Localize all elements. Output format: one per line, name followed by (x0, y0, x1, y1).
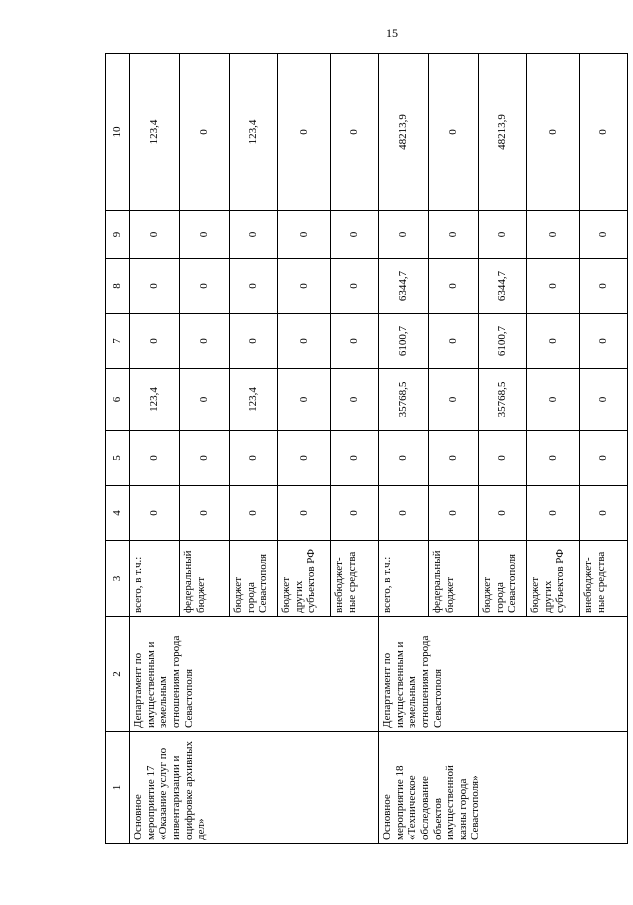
header-cell-6: 6 (106, 369, 130, 431)
header-cell-10: 10 (106, 54, 130, 211)
value-cell: 123,4 (130, 54, 180, 211)
funding-source-cell: внебюджет-ные средства (580, 541, 628, 617)
value-cell: 0 (379, 211, 429, 259)
value-cell: 0 (180, 211, 230, 259)
value-cell: 0 (180, 431, 230, 486)
value-cell: 0 (180, 259, 230, 314)
value-cell: 123,4 (230, 369, 278, 431)
executor-cell: Департамент по имущественным и земельным отношениям города Севастополя (130, 617, 379, 732)
value-cell: 0 (130, 431, 180, 486)
funding-source-cell: бюджет других субъектов РФ (527, 541, 580, 617)
value-cell: 0 (331, 314, 379, 369)
value-cell: 0 (278, 259, 331, 314)
value-cell: 0 (331, 54, 379, 211)
value-cell: 0 (130, 486, 180, 541)
funding-source-cell: федеральный бюджет (180, 541, 230, 617)
value-cell: 35768,5 (379, 369, 429, 431)
value-cell: 0 (331, 431, 379, 486)
value-cell: 0 (331, 211, 379, 259)
header-cell-3: 3 (106, 541, 130, 617)
value-cell: 0 (429, 211, 479, 259)
header-cell-7: 7 (106, 314, 130, 369)
value-cell: 123,4 (230, 54, 278, 211)
funding-source-cell: внебюджет-ные средства (331, 541, 379, 617)
value-cell: 0 (580, 211, 628, 259)
value-cell: 0 (429, 54, 479, 211)
value-cell: 0 (527, 54, 580, 211)
value-cell: 0 (580, 314, 628, 369)
value-cell: 0 (331, 369, 379, 431)
header-cell-2: 2 (106, 617, 130, 732)
value-cell: 0 (527, 314, 580, 369)
value-cell: 0 (278, 314, 331, 369)
value-cell: 0 (180, 314, 230, 369)
value-cell: 0 (180, 369, 230, 431)
value-cell: 0 (580, 259, 628, 314)
header-cell-5: 5 (106, 431, 130, 486)
value-cell: 0 (278, 486, 331, 541)
value-cell: 0 (230, 259, 278, 314)
value-cell: 0 (527, 211, 580, 259)
value-cell: 0 (479, 431, 527, 486)
value-cell: 0 (527, 259, 580, 314)
value-cell: 0 (527, 486, 580, 541)
value-cell: 0 (429, 259, 479, 314)
value-cell: 0 (230, 431, 278, 486)
funding-source-cell: всего, в т.ч.: (379, 541, 429, 617)
value-cell: 48213,9 (479, 54, 527, 211)
value-cell: 0 (278, 211, 331, 259)
funding-source-cell: бюджет города Севастополя (479, 541, 527, 617)
header-cell-4: 4 (106, 486, 130, 541)
value-cell: 0 (130, 211, 180, 259)
table-container (105, 54, 610, 844)
value-cell: 0 (580, 431, 628, 486)
value-cell: 0 (278, 431, 331, 486)
value-cell: 0 (331, 259, 379, 314)
value-cell: 0 (130, 314, 180, 369)
funding-source-cell: всего, в т.ч.: (130, 541, 180, 617)
value-cell: 0 (527, 431, 580, 486)
value-cell: 0 (379, 486, 429, 541)
header-cell-9: 9 (106, 211, 130, 259)
value-cell: 0 (580, 54, 628, 211)
table-row (130, 54, 180, 844)
page-number: 15 (386, 26, 398, 40)
value-cell: 0 (429, 314, 479, 369)
funding-source-cell: бюджет других субъектов РФ (278, 541, 331, 617)
value-cell: 6100,7 (379, 314, 429, 369)
value-cell: 0 (180, 54, 230, 211)
value-cell: 6100,7 (479, 314, 527, 369)
value-cell: 0 (278, 369, 331, 431)
header-cell-1: 1 (106, 732, 130, 844)
value-cell: 0 (429, 486, 479, 541)
value-cell: 6344,7 (479, 259, 527, 314)
value-cell: 48213,9 (379, 54, 429, 211)
value-cell: 6344,7 (379, 259, 429, 314)
event-name-cell: Основное мероприятие 17 «Оказание услуг по инвентаризации и оцифровке архивных дел» (130, 732, 379, 844)
table-row (379, 54, 429, 844)
value-cell: 0 (580, 486, 628, 541)
value-cell: 0 (429, 369, 479, 431)
value-cell: 0 (331, 486, 379, 541)
value-cell: 0 (580, 369, 628, 431)
funding-source-cell: федеральный бюджет (429, 541, 479, 617)
value-cell: 0 (230, 314, 278, 369)
value-cell: 0 (180, 486, 230, 541)
value-cell: 0 (230, 486, 278, 541)
budget-table (105, 53, 628, 844)
value-cell: 0 (230, 211, 278, 259)
value-cell: 0 (479, 486, 527, 541)
header-row (106, 54, 130, 844)
value-cell: 35768,5 (479, 369, 527, 431)
value-cell: 0 (429, 431, 479, 486)
value-cell: 123,4 (130, 369, 180, 431)
value-cell: 0 (130, 259, 180, 314)
value-cell: 0 (379, 431, 429, 486)
value-cell: 0 (527, 369, 580, 431)
value-cell: 0 (278, 54, 331, 211)
executor-cell: Департамент по имущественным и земельным отношениям города Севастополя (379, 617, 628, 732)
header-cell-8: 8 (106, 259, 130, 314)
funding-source-cell: бюджет города Севастополя (230, 541, 278, 617)
event-name-cell: Основное мероприятие 18 «Техническое обследование объектов имущественной казны города Севастополя» (379, 732, 628, 844)
value-cell: 0 (479, 211, 527, 259)
